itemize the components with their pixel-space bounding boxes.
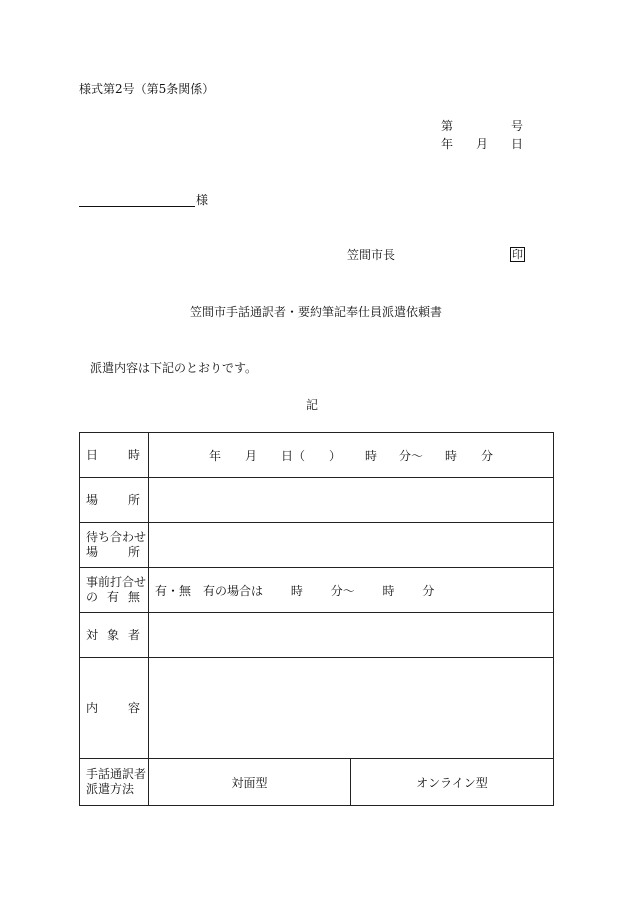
method-online[interactable]: オンライン型 (351, 759, 554, 806)
row-dispatch-method (80, 759, 554, 806)
addressee-line (79, 206, 195, 207)
datetime-label: 日 時 (80, 433, 149, 478)
row-content (80, 658, 554, 759)
row-prior-meeting (80, 568, 554, 613)
prior-meeting-option: 有・無 有の場合は (155, 583, 264, 598)
place-value[interactable] (149, 478, 554, 523)
date-year: 年 (441, 137, 454, 151)
date-month: 月 (476, 137, 489, 151)
prior-meeting-value[interactable]: 有・無 有の場合は 時 分～ 時 分 (149, 568, 554, 613)
row-meeting-place (80, 523, 554, 568)
row-target (80, 613, 554, 658)
request-form-table (79, 432, 554, 806)
row-place (80, 478, 554, 523)
document-title: 笠間市手話通訳者・要約筆記奉仕員派遣依頼書 (190, 305, 443, 319)
sender-name: 笠間市長 (347, 248, 396, 262)
meeting-place-value[interactable] (149, 523, 554, 568)
addressee-honorific: 様 (196, 193, 209, 207)
dispatch-method-label: 手話通訳者 派遣方法 (80, 759, 149, 806)
content-value[interactable] (149, 658, 554, 759)
intro-text: 派遣内容は下記のとおりです。 (90, 361, 258, 375)
meeting-place-label: 待ち合わせ 場 所 (80, 523, 149, 568)
prior-meeting-label: 事前打合せ の 有 無 (80, 568, 149, 613)
seal-mark: 印 (512, 248, 523, 261)
place-label: 場 所 (80, 478, 149, 523)
date-day: 日 (511, 137, 524, 151)
ki-heading: 記 (306, 398, 319, 412)
content-label: 内 容 (80, 658, 149, 759)
method-in-person[interactable]: 対面型 (149, 759, 351, 806)
target-label: 対 象 者 (80, 613, 149, 658)
datetime-value[interactable]: 年 月 日（ ） 時 分～ 時 分 (149, 433, 554, 478)
doc-number-suffix: 号 (511, 119, 524, 133)
row-datetime (80, 433, 554, 478)
form-number: 様式第2号（第5条関係） (79, 82, 215, 96)
target-value[interactable] (149, 613, 554, 658)
doc-number-prefix: 第 (441, 119, 454, 133)
